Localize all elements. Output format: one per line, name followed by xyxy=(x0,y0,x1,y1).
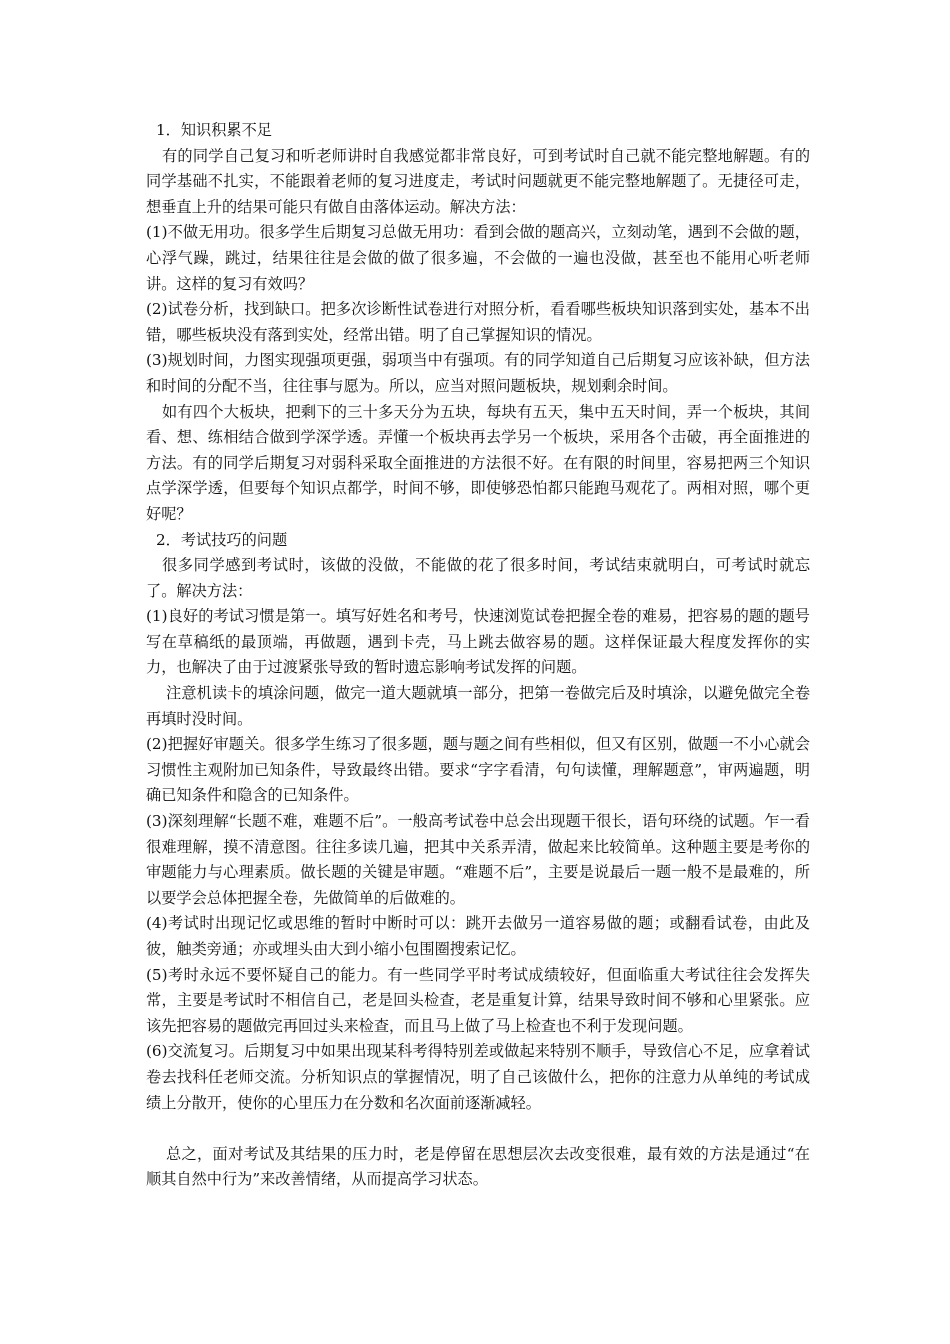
paragraph-s2-item-1: (1)良好的考试习惯是第一。填写好姓名和考号，快速浏览试卷把握全卷的难易，把容易的题的题号写在草稿纸的最顶端，再做题，遇到卡壳，马上跳去做容易的题。这样保证最大程度发挥你的实力，也解决了由于过渡紧张导致的暂时遗忘影响考试发挥的问题。 xyxy=(146,607,810,677)
paragraph-s2-intro: 很多同学感到考试时，该做的没做，不能做的花了很多时间，考试结束就明白，可考试时就忘了。解决方法： xyxy=(146,556,810,600)
paragraph-s2-item-6: (6)交流复习。后期复习中如果出现某科考得特别差或做起来特别不顺手，导致信心不足，应拿着试卷去找科任老师交流。分析知识点的掌握情况，明了自己该做什么，把你的注意力从单纯的考试成绩上分散开，使你的心里压力在分数和名次面前逐渐减轻。 xyxy=(146,1042,810,1112)
section-heading-1: 1．知识积累不足 xyxy=(156,121,272,139)
paragraph-s1-item-1: (1)不做无用功。很多学生后期复习总做无用功：看到会做的题高兴，立刻动笔，遇到不会做的题，心浮气躁，跳过，结果往往是会做的做了很多遍，不会做的一遍也没做，甚至也不能用心听老师讲。这样的复习有效吗？ xyxy=(146,223,810,293)
section-heading-2: 2．考试技巧的问题 xyxy=(156,530,288,549)
paragraph-s1-item-3: (3)规划时间，力图实现强项更强，弱项当中有强项。有的同学知道自己后期复习应该补缺，但方法和时间的分配不当，往往事与愿为。所以，应当对照问题板块，规划剩余时间。 xyxy=(146,351,810,395)
paragraph-s1-item-3-continued: 如有四个大板块，把剩下的三十多天分为五块，每块有五天，集中五天时间，弄一个板块，其间看、想、练相结合做到学深学透。弄懂一个板块再去学另一个板块，采用各个击破，再全面推进的方法。有的同学后期复习对弱科采取全面推进的方法很不好。在有限的时间里，容易把两三个知识点学深学透，但要每个知识点都学，时间不够，即使够恐怕都只能跑马观花了。两相对照，哪个更好呢？ xyxy=(146,402,810,523)
paragraph-s2-item-1-continued: 注意机读卡的填涂问题，做完一道大题就填一部分，把第一卷做完后及时填涂，以避免做完全卷再填时没时间。 xyxy=(146,684,810,728)
paragraph-s1-item-2: (2)试卷分析，找到缺口。把多次诊断性试卷进行对照分析，看看哪些板块知识落到实处，基本不出错，哪些板块没有落到实处，经常出错。明了自己掌握知识的情况。 xyxy=(146,300,810,344)
paragraph-s2-item-3: (3)深刻理解“长题不难，难题不后”。一般高考试卷中总会出现题干很长，语句环绕的试题。乍一看很难理解，摸不清意图。往往多读几遍，把其中关系弄清，做起来比较简单。这种题主要是考你的审题能力与心理素质。做长题的关键是审题。“难题不后”，主要是说最后一题一般不是最难的，所以要学会总体把握全卷，先做简单的后做难的。 xyxy=(146,812,810,907)
document-page xyxy=(146,118,810,1193)
paragraph-spacer xyxy=(146,1116,810,1142)
paragraph-conclusion: 总之，面对考试及其结果的压力时，老是停留在思想层次去改变很难，最有效的方法是通过“在顺其自然中行为”来改善情绪，从而提高学习状态。 xyxy=(146,1144,810,1189)
paragraph-s1-intro: 有的同学自己复习和听老师讲时自我感觉都非常良好，可到考试时自己就不能完整地解题。有的同学基础不扎实，不能跟着老师的复习进度走，考试时问题就更不能完整地解题了。无捷径可走，想垂直上升的结果可能只有做自由落体运动。解决方法： xyxy=(146,146,810,216)
paragraph-s2-item-4: (4)考试时出现记忆或思维的暂时中断时可以：跳开去做另一道容易做的题；或翻看试卷，由此及彼，触类旁通；亦或埋头由大到小缩小包围圈搜索记忆。 xyxy=(146,914,810,958)
paragraph-s2-item-5: (5)考时永远不要怀疑自己的能力。有一些同学平时考试成绩较好，但面临重大考试往往会发挥失常，主要是考试时不相信自己，老是回头检查，老是重复计算，结果导致时间不够和心里紧张。应该先把容易的题做完再回过头来检查，而且马上做了马上检查也不利于发现问题。 xyxy=(146,965,810,1035)
paragraph-s2-item-2: (2)把握好审题关。很多学生练习了很多题，题与题之间有些相似，但又有区别，做题一不小心就会习惯性主观附加已知条件，导致最终出错。要求“字字看清，句句读懂，理解题意”，审两遍题，明确已知条件和隐含的已知条件。 xyxy=(146,735,810,805)
